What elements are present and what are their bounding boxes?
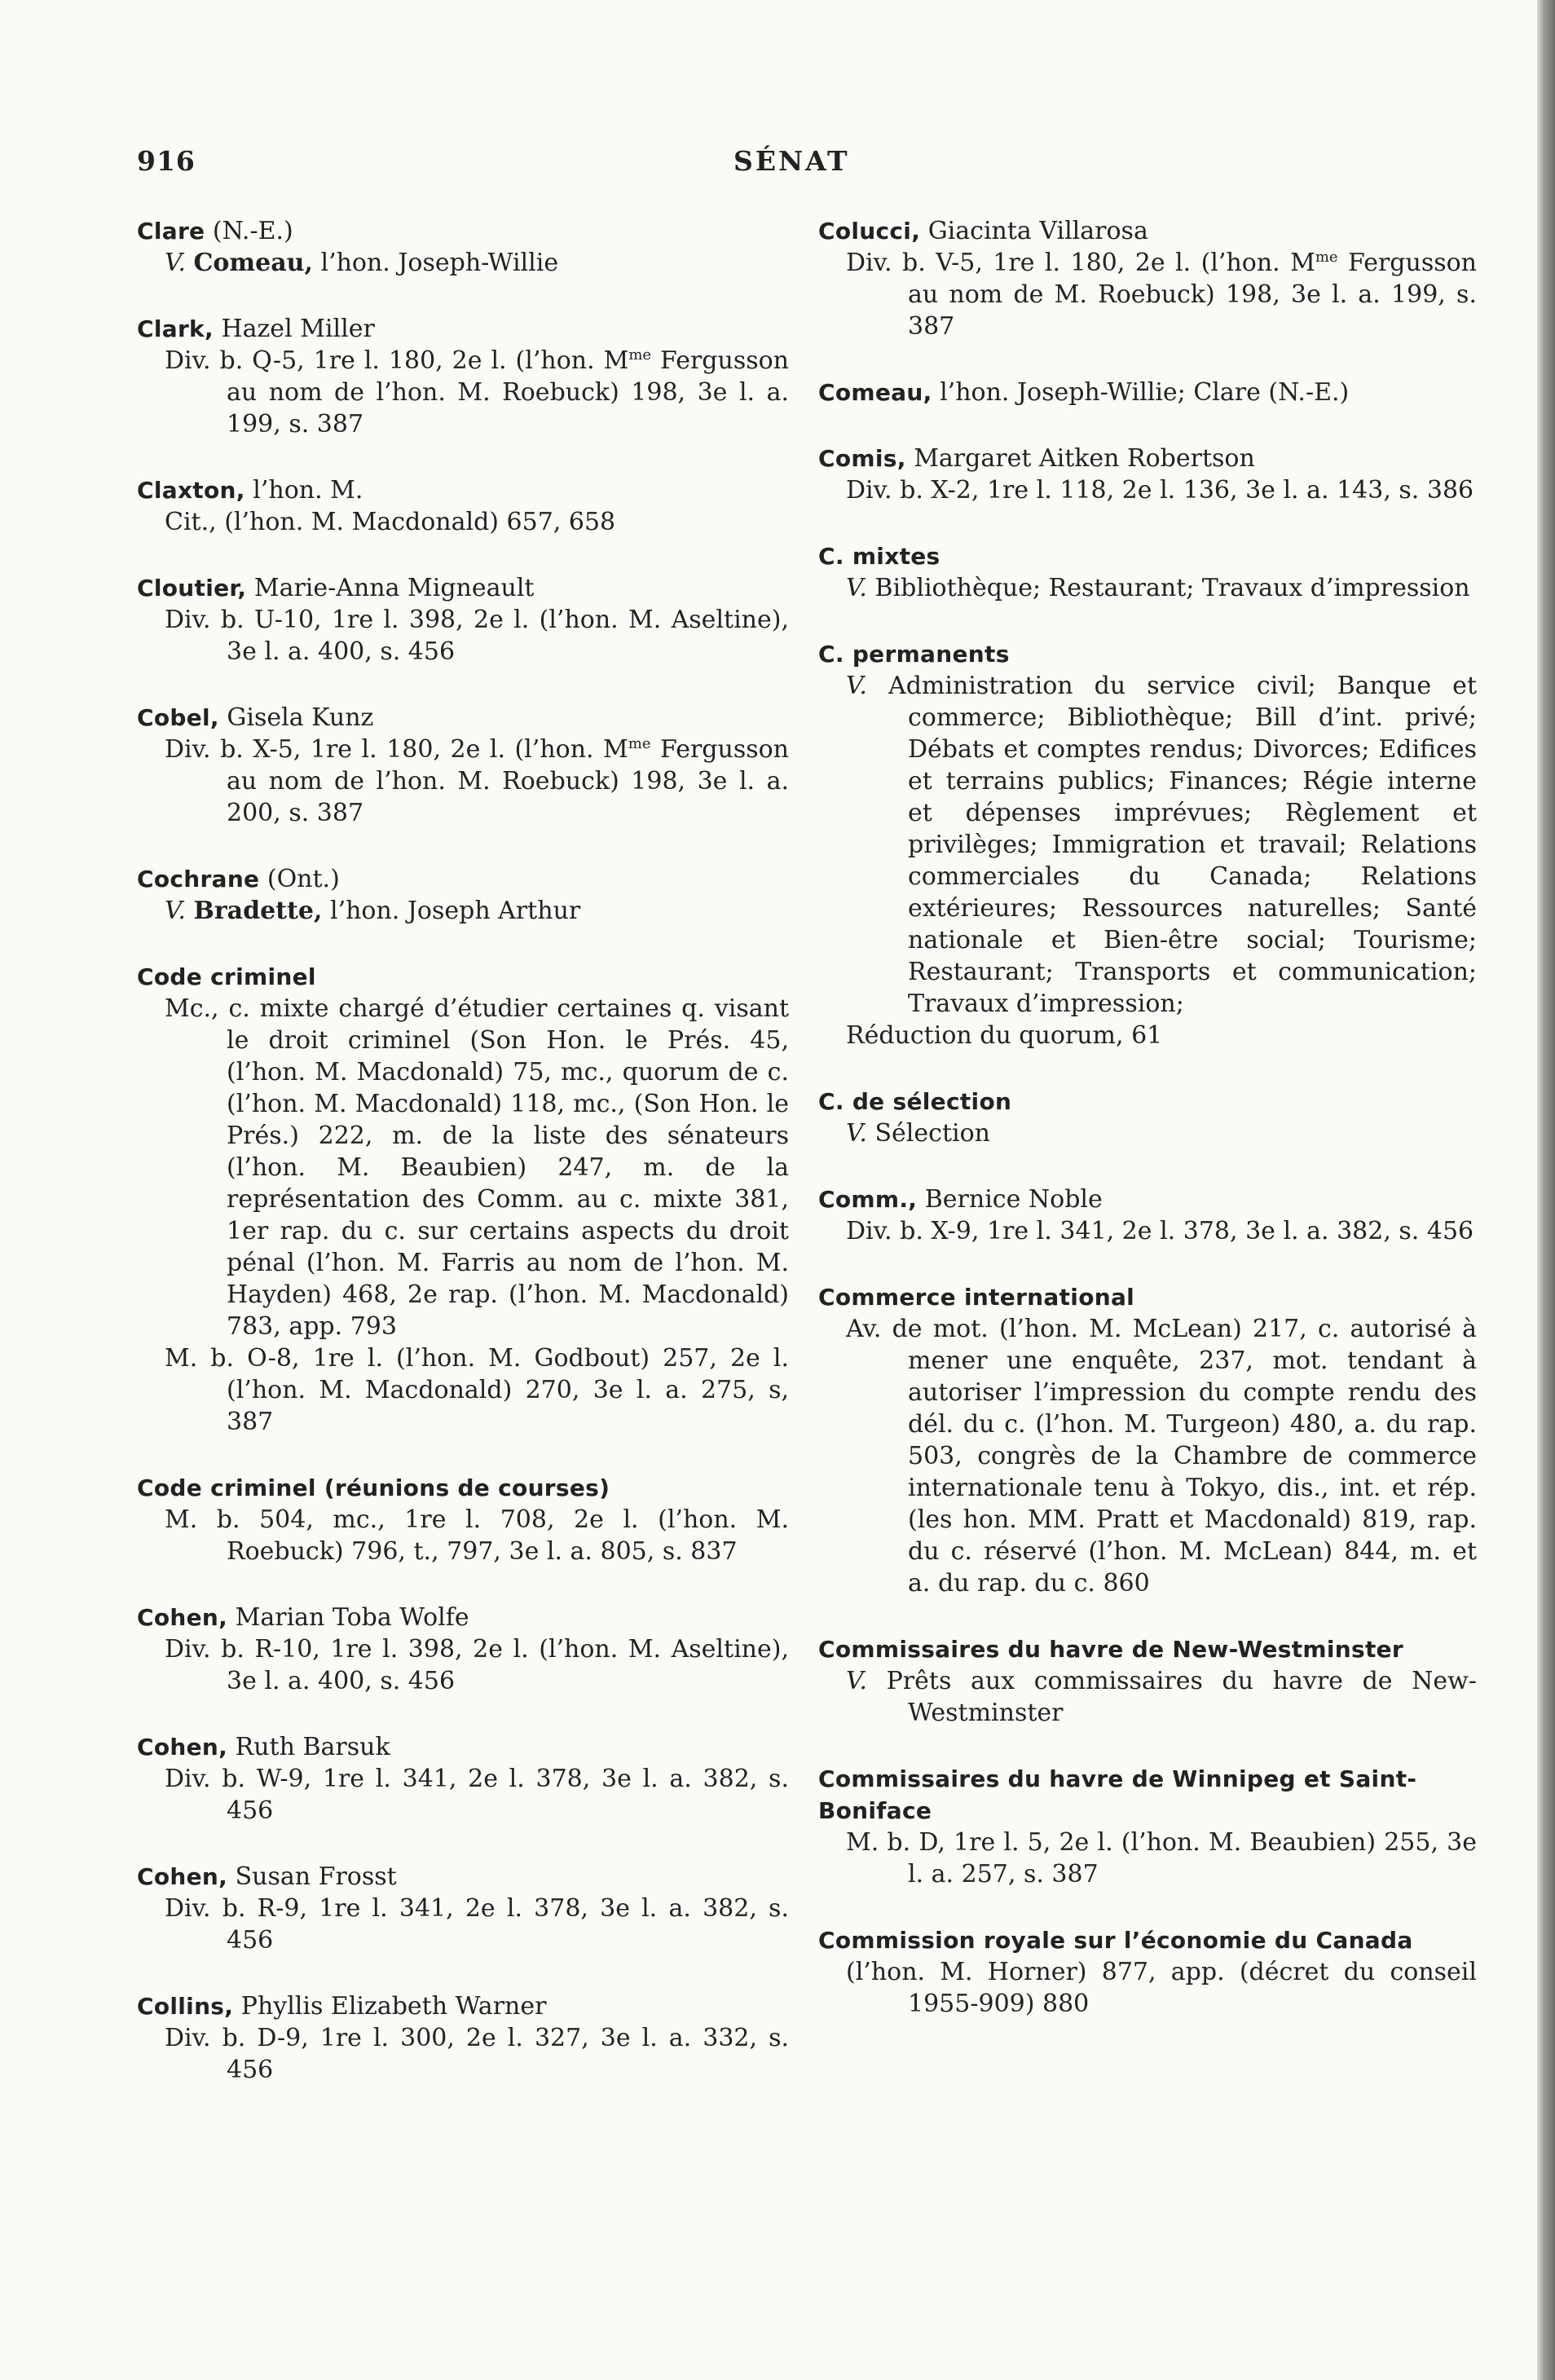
entry-heading bbox=[818, 443, 1477, 474]
index-entry bbox=[818, 443, 1477, 506]
index-entry bbox=[137, 1472, 789, 1567]
entry-heading bbox=[137, 863, 789, 895]
see-reference: V. bbox=[846, 1119, 867, 1148]
entry-heading bbox=[137, 215, 789, 247]
entry-heading bbox=[137, 702, 789, 734]
entry-subline-text: Sélection bbox=[866, 1119, 990, 1148]
entry-subline bbox=[846, 1313, 1477, 1599]
index-entry bbox=[137, 572, 789, 668]
entry-subline-text: Div. b. U-10, 1re l. 398, 2e l. (l’hon. M. Aseltine), 3e l. a. 400, s. 456 bbox=[165, 606, 789, 666]
entry-heading-term: Code criminel bbox=[137, 963, 316, 990]
entry-subline bbox=[846, 1827, 1477, 1890]
entry-heading-detail: l’hon. M. bbox=[244, 476, 363, 505]
entry-heading-term: Colucci, bbox=[818, 218, 921, 245]
entry-heading-detail: Hazel Miller bbox=[213, 315, 375, 343]
index-entry bbox=[137, 1731, 789, 1827]
entry-subline-text: Div. b. V-5, 1re l. 180, 2e l. (l’hon. M bbox=[846, 249, 1315, 277]
entry-heading-detail: Bernice Noble bbox=[917, 1185, 1103, 1214]
entry-subline bbox=[846, 1215, 1477, 1247]
entry-subline-text: Div. b. R-10, 1re l. 398, 2e l. (l’hon. M. Aseltine), 3e l. a. 400, s. 456 bbox=[165, 1635, 789, 1695]
entry-subline-text: Div. b. X-5, 1re l. 180, 2e l. (l’hon. M bbox=[165, 735, 628, 764]
entry-heading-detail: (N.-E.) bbox=[205, 217, 293, 245]
entry-subline bbox=[165, 1633, 789, 1697]
index-entry bbox=[818, 215, 1477, 342]
entry-heading-term: Cohen, bbox=[137, 1863, 228, 1890]
cross-reference-term: Bradette, bbox=[193, 897, 323, 925]
entry-heading bbox=[137, 1861, 789, 1893]
entry-subline bbox=[846, 572, 1477, 604]
entry-subline bbox=[165, 345, 789, 440]
entry-subline bbox=[165, 895, 789, 927]
entry-subline bbox=[846, 1665, 1477, 1729]
entry-heading-term: Comis, bbox=[818, 445, 906, 472]
index-entry bbox=[137, 863, 789, 927]
entry-heading bbox=[137, 1731, 789, 1763]
index-entry bbox=[137, 215, 789, 279]
entry-heading-detail: Gisela Kunz bbox=[218, 703, 374, 732]
entry-heading bbox=[137, 1990, 789, 2022]
entry-heading bbox=[137, 313, 789, 345]
index-entry bbox=[137, 474, 789, 538]
entry-heading-term: Clare bbox=[137, 218, 205, 245]
entry-heading bbox=[818, 638, 1477, 670]
page-header bbox=[0, 145, 1539, 186]
entry-subline-text: Prêts aux commissaires du havre de New-Westminster bbox=[866, 1667, 1477, 1727]
entry-heading-term: Commission royale sur l’économie du Canada bbox=[818, 1927, 1413, 1954]
entry-subline-text: Div. b. R-9, 1re l. 341, 2e l. 378, 3e l. a. 382, s. 456 bbox=[165, 1894, 789, 1955]
entry-heading bbox=[818, 1183, 1477, 1215]
entry-heading-term: Clark, bbox=[137, 315, 214, 342]
entry-subline-text: l’hon. Joseph Arthur bbox=[322, 897, 581, 925]
entry-subline-text: M. b. O-8, 1re l. (l’hon. M. Godbout) 257, 2e l. (l’hon. M. Macdonald) 270, 3e l. a. 275, s, 387 bbox=[165, 1344, 789, 1436]
index-entry bbox=[137, 961, 789, 1438]
entry-heading bbox=[818, 215, 1477, 247]
entry-subline-text: l’hon. Joseph-Willie bbox=[312, 249, 559, 277]
entry-subline-text: Div. b. W-9, 1re l. 341, 2e l. 378, 3e l. a. 382, s. 456 bbox=[165, 1765, 789, 1825]
entry-subline-text: Av. de mot. (l’hon. M. McLean) 217, c. autorisé à mener une enquête, 237, mot. tendant à autoriser l’impression du compte rendu des dél. du c. (l’hon. M. Turgeon) 480, a. du rap. 503, congrès de la Chambre de commerce internationale tenu à Tokyo, dis., int. et rép. (les hon. MM. Pratt et Macdonald) 819, rap. du c. réservé (l’hon. M. McLean) 844, m. et a. du rap. du c. 860 bbox=[846, 1315, 1477, 1598]
index-entry bbox=[137, 1602, 789, 1697]
entry-heading bbox=[818, 1633, 1477, 1665]
entry-subline bbox=[846, 670, 1477, 1020]
entry-heading-term: Claxton, bbox=[137, 477, 245, 504]
entry-subline bbox=[846, 1956, 1477, 2020]
index-entry bbox=[818, 1924, 1477, 2020]
see-reference: V. bbox=[165, 249, 186, 277]
superscript: me bbox=[628, 735, 651, 752]
running-title: SÉNAT bbox=[733, 145, 850, 177]
entry-heading-term: C. permanents bbox=[818, 641, 1010, 668]
entry-subline-text: M. b. D, 1re l. 5, 2e l. (l’hon. M. Beaubien) 255, 3e l. a. 257, s. 387 bbox=[846, 1828, 1477, 1889]
entry-subline bbox=[165, 2022, 789, 2086]
entry-heading-term: Cobel, bbox=[137, 704, 219, 731]
entry-subline-text: Div. b. X-2, 1re l. 118, 2e l. 136, 3e l. a. 143, s. 386 bbox=[846, 476, 1474, 505]
index-entry bbox=[137, 313, 789, 440]
entry-subline-text: M. b. 504, mc., 1re l. 708, 2e l. (l’hon. M. Roebuck) 796, t., 797, 3e l. a. 805, s. 837 bbox=[165, 1505, 789, 1566]
entry-subline bbox=[165, 1893, 789, 1956]
entry-heading-term: Cochrane bbox=[137, 866, 260, 892]
entry-heading-term: Commissaires du havre de New-Westminster bbox=[818, 1636, 1404, 1663]
entry-heading-detail: Giacinta Villarosa bbox=[920, 217, 1148, 245]
index-entry bbox=[818, 540, 1477, 604]
entry-subline bbox=[165, 993, 789, 1342]
entry-subline bbox=[846, 247, 1477, 342]
index-entry bbox=[818, 638, 1477, 1051]
index-entry bbox=[818, 1633, 1477, 1729]
page-number: 916 bbox=[137, 145, 196, 177]
entry-heading bbox=[137, 572, 789, 604]
entry-subline bbox=[846, 1117, 1477, 1149]
entry-heading bbox=[818, 1763, 1477, 1827]
entry-heading-term: C. mixtes bbox=[818, 543, 940, 570]
entry-heading-detail: Susan Frosst bbox=[227, 1862, 397, 1891]
entry-heading-term: Comm., bbox=[818, 1186, 918, 1213]
index-entry bbox=[137, 702, 789, 829]
index-entry bbox=[818, 1281, 1477, 1599]
entry-heading bbox=[818, 1924, 1477, 1956]
entry-heading-term: Comeau, bbox=[818, 379, 932, 406]
entry-subline bbox=[165, 1342, 789, 1438]
entry-heading-term: C. de sélection bbox=[818, 1088, 1012, 1115]
right-column bbox=[818, 215, 1477, 2054]
entry-subline-text: Div. b. D-9, 1re l. 300, 2e l. 327, 3e l. a. 332, s. 456 bbox=[165, 2024, 789, 2084]
entry-heading-term: Code criminel (réunions de courses) bbox=[137, 1474, 610, 1501]
entry-heading bbox=[137, 474, 789, 506]
see-reference: V. bbox=[846, 574, 867, 602]
entry-heading-detail: Marian Toba Wolfe bbox=[227, 1603, 469, 1632]
entry-heading bbox=[137, 1602, 789, 1633]
entry-heading-term: Cohen, bbox=[137, 1734, 228, 1761]
entry-heading-detail: Marie-Anna Migneault bbox=[246, 574, 535, 602]
entry-heading bbox=[818, 540, 1477, 572]
entry-subline bbox=[165, 247, 789, 279]
entry-heading bbox=[137, 1472, 789, 1504]
entry-heading-term: Commerce international bbox=[818, 1284, 1135, 1311]
index-entry bbox=[818, 1086, 1477, 1149]
left-column bbox=[137, 215, 789, 2120]
entry-subline-text: Fergusson au nom de M. Roebuck) 198, 3e l. a. 199, s. 387 bbox=[908, 249, 1477, 341]
index-entry bbox=[818, 1763, 1477, 1890]
index-entry bbox=[818, 377, 1477, 408]
entry-heading-detail: Margaret Aitken Robertson bbox=[905, 444, 1255, 473]
superscript: me bbox=[1315, 249, 1338, 266]
entry-subline-text: Réduction du quorum, 61 bbox=[846, 1021, 1163, 1050]
entry-heading-term: Cloutier, bbox=[137, 575, 247, 602]
index-entry bbox=[137, 1990, 789, 2086]
entry-subline-text: Fergusson au nom de l’hon. M. Roebuck) 198, 3e l. a. 199, s. 387 bbox=[227, 346, 789, 439]
entry-subline-text: (l’hon. M. Horner) 877, app. (décret du conseil 1955-909) 880 bbox=[846, 1958, 1477, 2018]
entry-subline bbox=[165, 734, 789, 829]
see-reference: V. bbox=[846, 672, 867, 700]
see-reference: V. bbox=[846, 1667, 867, 1695]
cross-reference-term: Comeau, bbox=[193, 249, 313, 277]
entry-heading-detail: (Ont.) bbox=[259, 865, 340, 893]
entry-heading-detail: l’hon. Joseph-Willie; Clare (N.-E.) bbox=[932, 378, 1350, 407]
index-entry bbox=[818, 1183, 1477, 1247]
entry-subline-text: Div. b. X-9, 1re l. 341, 2e l. 378, 3e l. a. 382, s. 456 bbox=[846, 1217, 1474, 1245]
entry-heading bbox=[137, 961, 789, 993]
entry-subline-text: Bibliothèque; Restaurant; Travaux d’impression bbox=[866, 574, 1470, 602]
entry-subline-text: Fergusson au nom de l’hon. M. Roebuck) 198, 3e l. a. 200, s. 387 bbox=[227, 735, 789, 827]
entry-subline bbox=[846, 474, 1477, 506]
entry-heading-detail: Ruth Barsuk bbox=[227, 1733, 390, 1761]
entry-subline bbox=[165, 604, 789, 668]
see-reference: V. bbox=[165, 897, 186, 925]
entry-heading-term: Commissaires du havre de Winnipeg et Saint-Boniface bbox=[818, 1765, 1417, 1824]
entry-subline-text: Mc., c. mixte chargé d’étudier certaines q. visant le droit criminel (Son Hon. le Prés. 45, (l’hon. M. Macdonald) 75, mc., quorum de c. (l’hon. M. Macdonald) 118, mc., (Son Hon. le Prés.) 222, m. de la liste des sénateurs (l’hon. M. Beaubien) 247, m. de la représentation des Comm. au c. mixte 381, 1er rap. du c. sur certains aspects du droit pénal (l’hon. M. Farris au nom de l’hon. M. Hayden) 468, 2e rap. (l’hon. M. Macdonald) 783, app. 793 bbox=[165, 994, 789, 1341]
entry-subline bbox=[165, 506, 789, 538]
entry-subline bbox=[846, 1020, 1477, 1051]
superscript: me bbox=[628, 346, 652, 364]
entry-subline bbox=[165, 1763, 789, 1827]
entry-heading bbox=[818, 1281, 1477, 1313]
entry-subline-text: Div. b. Q-5, 1re l. 180, 2e l. (l’hon. M bbox=[165, 346, 629, 375]
entry-heading bbox=[818, 377, 1477, 408]
entry-heading-term: Cohen, bbox=[137, 1604, 228, 1631]
entry-subline-text: Cit., (l’hon. M. Macdonald) 657, 658 bbox=[165, 508, 616, 536]
entry-heading-term: Collins, bbox=[137, 1993, 234, 2020]
index-entry bbox=[137, 1861, 789, 1956]
entry-heading-detail: Phyllis Elizabeth Warner bbox=[233, 1992, 547, 2021]
entry-heading bbox=[818, 1086, 1477, 1117]
page-edge-shadow bbox=[1537, 0, 1555, 2380]
entry-subline-text: Administration du service civil; Banque et commerce; Bibliothèque; Bill d’int. privé; Débats et comptes rendus; Divorces; Edifices et terrains publics; Finances; Régie interne et dépenses imprévues; Règlement et privilèges; Immigration et travail; Relations commerciales du Canada; Relations extérieures; Ressources naturelles; Santé nationale et Bien-être social; Tourisme; Restaurant; Transports et communication; Travaux d’impression; bbox=[866, 672, 1477, 1018]
entry-subline bbox=[165, 1504, 789, 1567]
